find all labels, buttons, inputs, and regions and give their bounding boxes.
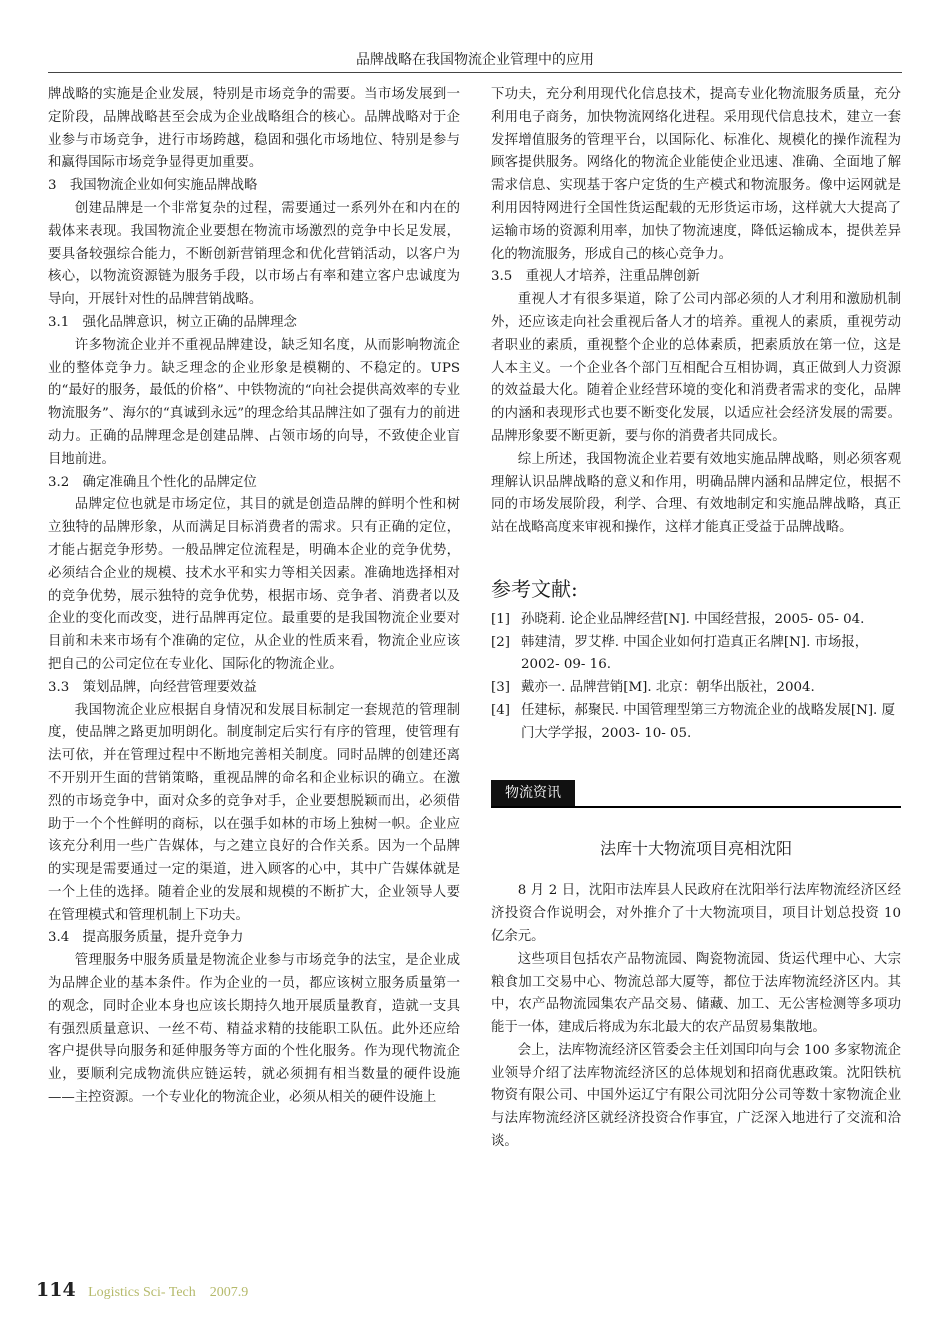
paragraph: 牌战略的实施是企业发展，特别是市场竞争的需要。当市场发展到一定阶段，品牌战略甚至会成为企业战略组合的核心。品牌战略对于企业参与市场竞争，进行市场跨越，稳固和强化市场地位、特别是参与和赢得国际市场竞争显得更加重要。 [48, 87, 460, 171]
section-heading: 3.5 重视人才培养，注重品牌创新 [491, 269, 700, 285]
running-header: 品牌战略在我国物流企业管理中的应用 [48, 48, 902, 73]
reference-item [491, 632, 901, 678]
paragraph: 许多物流企业并不重视品牌建设，缺乏知名度，从而影响物流企业的整体竞争力。缺乏理念的企业形象是模糊的、不稳定的。UPS的“最好的服务，最低的价格”、中铁物流的“向社会提供高效率的专业物流服务”、海尔的“真诚到永远”的理念给其品牌注如了强有力的前进动力。正确的品牌理念是创建品牌、占领市场的向导，不致使企业盲目地前进。 [48, 337, 460, 467]
news-paragraph: 会上，法库物流经济区管委会主任刘国印向与会 100 多家物流企业领导介绍了法库物流经济区的总体规划和招商优惠政策。沈阳铁杭物资有限公司、中国外运辽宁有限公司沈阳分公司等数十家物流企业与法库物流经济区就经济投资合作事宜，广泛深入地进行了交流和洽谈。 [491, 1042, 901, 1150]
news-paragraph: 8 月 2 日，沈阳市法库县人民政府在沈阳举行法库物流经济区经济投资合作说明会，对外推介了十大物流项目，项目计划总投资 10 亿余元。 [491, 883, 901, 944]
section-heading: 3.3 策划品牌，向经营管理要效益 [48, 679, 257, 695]
reference-number: [3] [491, 680, 510, 696]
reference-item [491, 609, 901, 632]
references-title: 参考文献: [491, 576, 578, 601]
reference-number: [2] [491, 634, 510, 650]
paragraph: 品牌定位也就是市场定位，其目的就是创造品牌的鲜明个性和树立独特的品牌形象，从而满足目标消费者的需求。只有正确的定位，才能占据竞争形势。一般品牌定位流程是，明确本企业的竞争优势，必须结合企业的规模、技术水平和实力等相关因素。准确地选择相对的竞争优势，展示独特的竞争优势，根据市场、竞争者、消费者以及企业的变化而改变，进行品牌再定位。最重要的是我国物流企业要对目前和未来市场有个准确的定位，从企业的性质来看，物流企业应该把自己的公司定位在专业化、国际化的物流企业。 [48, 497, 460, 672]
reference-text: 戴亦一. 品牌营销[M]. 北京：朝华出版社，2004. [521, 680, 815, 696]
reference-number: [4] [491, 702, 510, 718]
paragraph: 下功夫，充分利用现代化信息技术，提高专业化物流服务质量，充分利用电子商务，加快物流网络化进程。采用现代信息技术，建立一套发挥增值服务的管理平台，以国际化、标准化、规模化的操作流程为顾客提供服务。网络化的物流企业能使企业迅速、准确、全面地了解需求信息、实现基于客户定货的生产模式和物流服务。像中运网就是利用因特网进行全国性货运配载的无形货运市场，这样就大大提高了运输市场的资源利用率，加快了物流速度，降低运输成本，提供差异化的物流服务，形成自己的核心竞争力。 [491, 87, 901, 262]
page-footer [36, 1279, 248, 1301]
reference-text: 孙晓莉. 论企业品牌经营[N]. 中国经营报，2005- 05- 04. [521, 611, 865, 627]
reference-item [491, 700, 901, 746]
section-heading: 3.4 提高服务质量，提升竞争力 [48, 930, 244, 946]
news-title: 法库十大物流项目亮相沈阳 [599, 838, 792, 858]
section-heading: 3 我国物流企业如何实施品牌战略 [48, 178, 258, 194]
news-section-bar [491, 780, 901, 808]
section-heading: 3.2 确定准确且个性化的品牌定位 [48, 474, 257, 490]
paragraph: 管理服务中服务质量是物流企业参与市场竞争的法宝，是企业成为品牌企业的基本条件。作为企业的一员，都应该树立服务质量第一的观念，同时企业本身也应该长期持久地开展质量教育，造就一支具有强烈质量意识、一丝不苟、精益求精的技能职工队伍。此外还应给客户提供导向服务和延伸服务等方面的个性化服务。作为现代物流企业，要顺利完成物流供应链运转，就必须拥有相当数量的硬件设施——主控资源。一个专业化的物流企业，必须从相关的硬件设施上 [48, 953, 460, 1106]
reference-text: 任建标，郝聚民. 中国管理型第三方物流企业的战略发展[N]. 厦门大学学报，2003- 10- 05. [521, 702, 895, 741]
news-section-tag: 物流资讯 [491, 780, 575, 806]
journal-name: Logistics Sci- Tech 2007.9 [88, 1285, 249, 1300]
reference-item [491, 677, 901, 700]
reference-number: [1] [491, 611, 510, 627]
reference-text: 韩建清，罗艾桦. 中国企业如何打造真正名牌[N]. 市场报，2002- 09- 16. [521, 634, 869, 673]
left-column [48, 84, 460, 1110]
section-heading: 3.1 强化品牌意识，树立正确的品牌理念 [48, 314, 297, 330]
paragraph: 我国物流企业应根据自身情况和发展目标制定一套规范的管理制度，使品牌之路更加明朗化。制度制定后实行有序的管理，使管理有法可依，并在管理过程中不断地完善相关制度。同时品牌的创建还离不开别开生面的营销策略，重视品牌的命名和企业标识的确立。在激烈的市场竞争中，面对众多的竞争对手，企业要想脱颖而出，必须借助于一个个性鲜明的商标，以在强手如林的市场上独树一帜。企业应该充分利用一些广告媒体，与之建立良好的合作关系。因为一个品牌的实现是需要通过一定的渠道，进入顾客的心中，其中广告媒体就是一个上佳的选择。随着企业的发展和规模的不断扩大，企业领导人要在管理模式和管理机制上下功夫。 [48, 702, 460, 923]
paragraph: 创建品牌是一个非常复杂的过程，需要通过一系列外在和内在的载体来表现。我国物流企业要想在物流市场激烈的竞争中长足发展，要具备较强综合能力，不断创新营销理念和优化营销活动，以客户为核心，以物流资源链为服务手段，以市场占有率和建立客户忠诚度为导向，开展针对性的品牌营销战略。 [48, 200, 460, 308]
news-paragraph: 这些项目包括农产品物流园、陶瓷物流园、货运代理中心、大宗粮食加工交易中心、物流总部大厦等，都位于法库物流经济区内。其中，农产品物流园集农产品交易、储藏、加工、无公害检测等多项功能于一体，建成后将成为东北最大的农产品贸易集散地。 [491, 951, 901, 1036]
page-number: 114 [36, 1279, 76, 1301]
right-column [491, 84, 901, 1154]
paragraph: 重视人才有很多渠道，除了公司内部必须的人才利用和激励机制外，还应该走向社会重视后备人才的培养。重视人的素质，重视劳动者职业的素质，重视整个企业的总体素质，把素质放在第一位，这是人本主义。一个企业各个部门互相配合互相协调，真正做到人力资源的效益最大化。随着企业经营环境的变化和消费者需求的变化，品牌的内涵和表现形式也要不断变化发展，以适应社会经济发展的需要。品牌形象要不断更新，要与你的消费者共同成长。 [491, 292, 901, 444]
conclusion-paragraph: 综上所述，我国物流企业若要有效地实施品牌战略，则必须客观理解认识品牌战略的意义和作用，明确品牌内涵和品牌定位，根据不同的市场发展阶段，利学、合理、有效地制定和实施品牌战略，真正站在战略高度来审视和操作，这样才能真正受益于品牌战略。 [491, 451, 901, 536]
